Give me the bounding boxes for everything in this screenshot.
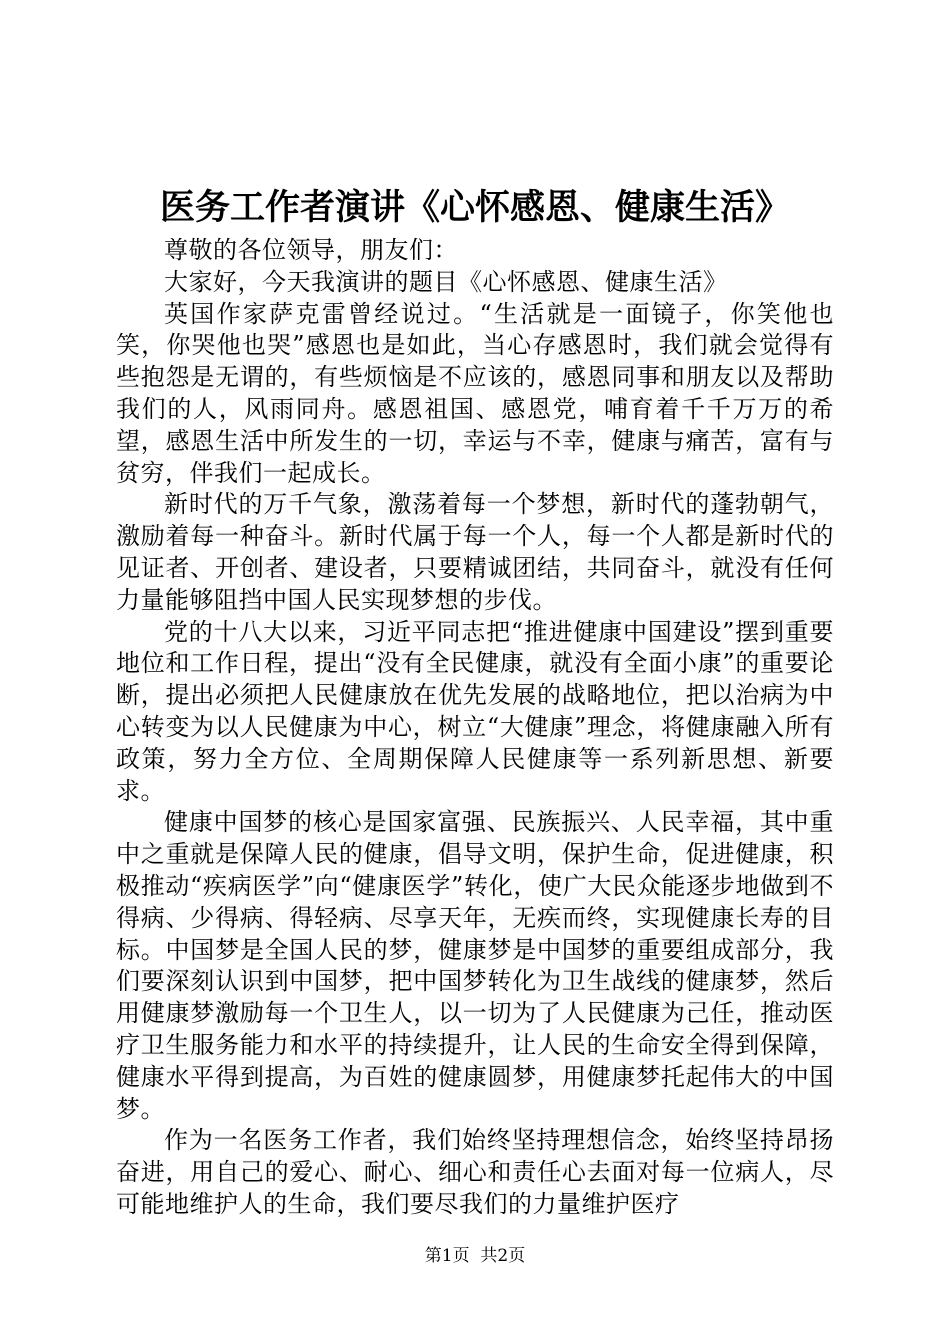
body-paragraph: 党的十八大以来，习近平同志把“推进健康中国建设”摆到重要地位和工作日程，提出“没有全民健康，就没有全面小康”的重要论断，提出必须把人民健康放在优先发展的战略地位，把以治病为中心转变为以人民健康为中心，树立“大健康”理念，将健康融入所有政策，努力全方位、全周期保障人民健康等一系列新思想、新要求。 <box>116 617 834 805</box>
greeting-paragraph: 大家好，今天我演讲的题目《心怀感恩、健康生活》 <box>164 267 728 296</box>
page-total: 共2页 <box>480 1246 526 1266</box>
page-number: 第1页 <box>424 1246 470 1266</box>
document-body <box>116 235 834 1221</box>
body-paragraph: 英国作家萨克雷曾经说过。“生活就是一面镜子，你笑他也笑，你哭他也哭”感恩也是如此，当心存感恩时，我们就会觉得有些抱怨是无谓的，有些烦恼是不应该的，感恩同事和朋友以及帮助我们的人，风雨同舟。感恩祖国、感恩党，哺育着千千万万的希望，感恩生活中所发生的一切，幸运与不幸，健康与痛苦，富有与贫穷，伴我们一起成长。 <box>116 299 834 487</box>
salutation-paragraph: 尊敬的各位领导，朋友们： <box>164 236 458 264</box>
page-footer <box>0 1245 950 1267</box>
footer-separator <box>470 1246 481 1266</box>
document-title: 医务工作者演讲《心怀感恩、健康生活》 <box>159 187 790 228</box>
body-paragraph: 作为一名医务工作者，我们始终坚持理想信念，始终坚持昂扬奋进，用自己的爱心、耐心、细心和责任心去面对每一位病人，尽可能地维护人的生命，我们要尽我们的力量维护医疗 <box>116 1126 834 1218</box>
body-paragraph: 健康中国梦的核心是国家富强、民族振兴、人民幸福，其中重中之重就是保障人民的健康，倡导文明，保护生命，促进健康，积极推动“疾病医学”向“健康医学”转化，使广大民众能逐步地做到不得病、少得病、得轻病、尽享天年，无疾而终，实现健康长寿的目标。中国梦是全国人民的梦，健康梦是中国梦的重要组成部分，我们要深刻认识到中国梦，把中国梦转化为卫生战线的健康梦，然后用健康梦激励每一个卫生人，以一切为了人民健康为己任，推动医疗卫生服务能力和水平的持续提升，让人民的生命安全得到保障，健康水平得到提高，为百姓的健康圆梦，用健康梦托起伟大的中国梦。 <box>116 808 834 1123</box>
body-paragraph: 新时代的万千气象，激荡着每一个梦想，新时代的蓬勃朝气，激励着每一种奋斗。新时代属于每一个人，每一个人都是新时代的见证者、开创者、建设者，只要精诚团结，共同奋斗，就没有任何力量能够阻挡中国人民实现梦想的步伐。 <box>116 490 834 614</box>
